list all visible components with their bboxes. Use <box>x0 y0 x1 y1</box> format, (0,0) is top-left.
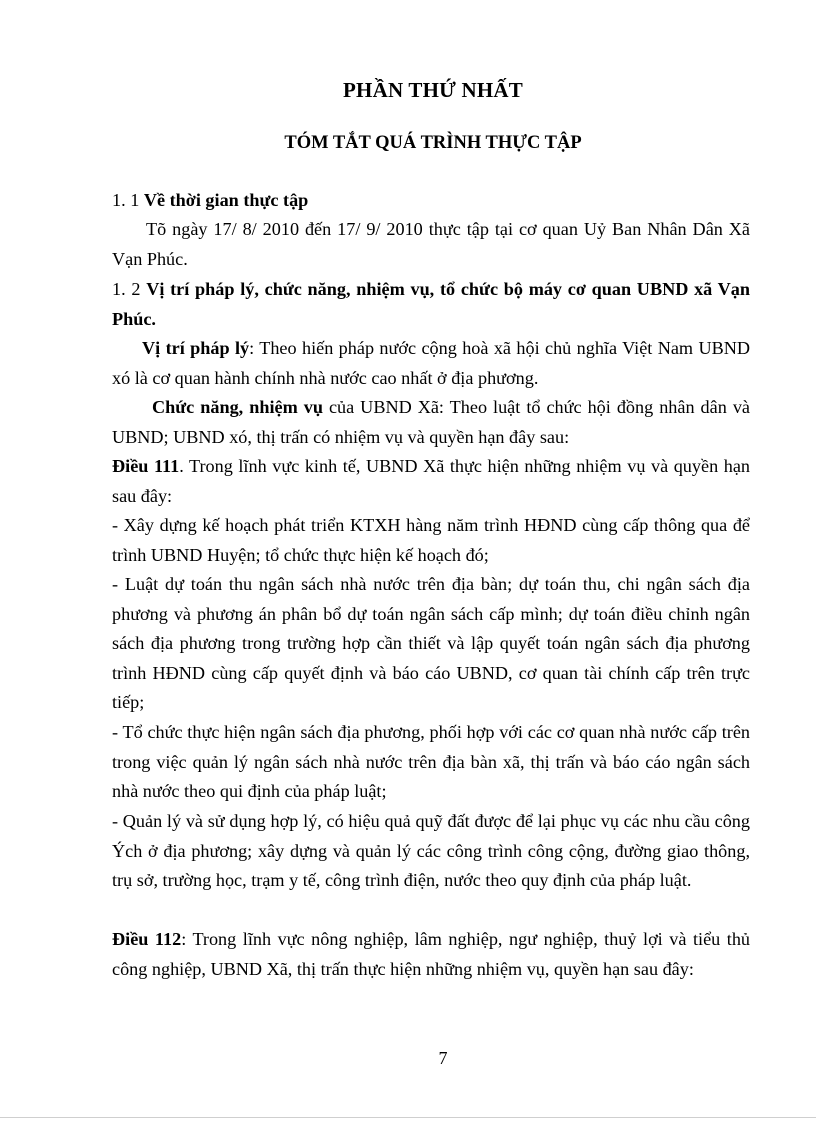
functions-text: của UBND Xã: Theo luật tổ chức hội đồng nhân dân và UBND; UBND xó, thị trấn có nhiệm vụ và quyền hạn đây sau: <box>112 397 750 447</box>
article-111-label: Điều 111 <box>112 456 180 476</box>
list-item: - Xây dựng kế hoạch phát triển KTXH hàng năm trình HĐND cùng cấp thông qua để trình UBND Huyện; tổ chức thực hiện kế hoạch đó; <box>112 515 750 565</box>
list-item: - Tổ chức thực hiện ngân sách địa phương, phối hợp với các cơ quan nhà nước cấp trên trong việc quản lý ngân sách nhà nước trên địa bàn xã, thị trấn và báo cáo ngân sách nhà nước theo qui định của pháp luật; <box>112 722 750 801</box>
article-112-label: Điều 112 <box>112 929 182 949</box>
list-item: - Luật dự toán thu ngân sách nhà nước trên địa bàn; dự toán thu, chi ngân sách địa phương và phương án phân bổ dự toán ngân sách cấp mình; dự toán điều chỉnh ngân sách địa phương trong trường hợp cần thiết và lập quyết toán ngân sách địa phương trình HĐND cùng cấp quyết định và báo cáo UBND, cơ quan tài chính cấp trên trực tiếp; <box>112 574 750 712</box>
heading-1-2 <box>112 275 750 334</box>
heading-1-1-text: Về thời gian thực tập <box>143 190 309 210</box>
functions-label: Chức năng, nhiệm vụ <box>152 397 323 417</box>
internship-time-paragraph: Tõ ngày 17/ 8/ 2010 đến 17/ 9/ 2010 thực tập tại cơ quan Uỷ Ban Nhân Dân Xã Vạn Phúc. <box>112 219 750 269</box>
functions-paragraph <box>112 393 750 452</box>
page-bottom-divider <box>0 1117 816 1118</box>
part-title: PHẦN THỨ NHẤT <box>343 78 523 102</box>
article-112-text: : Trong lĩnh vực nông nghiệp, lâm nghiệp, ngư nghiệp, thuỷ lợi và tiểu thủ công nghiệp, UBND Xã, thị trấn thực hiện những nhiệm vụ, quyền hạn sau đây: <box>112 929 751 979</box>
heading-1-2-text: Vị trí pháp lý, chức năng, nhiệm vụ, tổ chức bộ máy cơ quan UBND xã Vạn Phúc. <box>112 279 751 329</box>
legal-position-paragraph <box>112 334 750 393</box>
heading-1-1-number: 1. 1 <box>112 190 144 210</box>
article-111-text: . Trong lĩnh vực kinh tế, UBND Xã thực hiện những nhiệm vụ và quyền hạn sau đây: <box>112 456 750 506</box>
article-112-paragraph <box>112 925 750 984</box>
heading-1-1 <box>112 186 750 216</box>
article-111-paragraph <box>112 452 750 511</box>
heading-1-2-number: 1. 2 <box>112 279 147 299</box>
section-title: TÓM TẮT QUÁ TRÌNH THỰC TẬP <box>284 133 582 153</box>
list-item: - Quản lý và sử dụng hợp lý, có hiệu quả quỹ đất được để lại phục vụ các nhu cầu công Ých ở địa phương; xây dựng và quản lý các công trình công cộng, đường giao thông, trụ sở, trường học, trạm y tế, công trình điện, nước theo quy định của pháp luật. <box>112 811 750 890</box>
page-number: 7 <box>438 1048 448 1068</box>
legal-position-label: Vị trí pháp lý <box>142 338 250 358</box>
legal-position-text: : Theo hiến pháp nước cộng hoà xã hội chủ nghĩa Việt Nam UBND xó là cơ quan hành chính nhà nước cao nhất ở địa phương. <box>112 338 750 388</box>
